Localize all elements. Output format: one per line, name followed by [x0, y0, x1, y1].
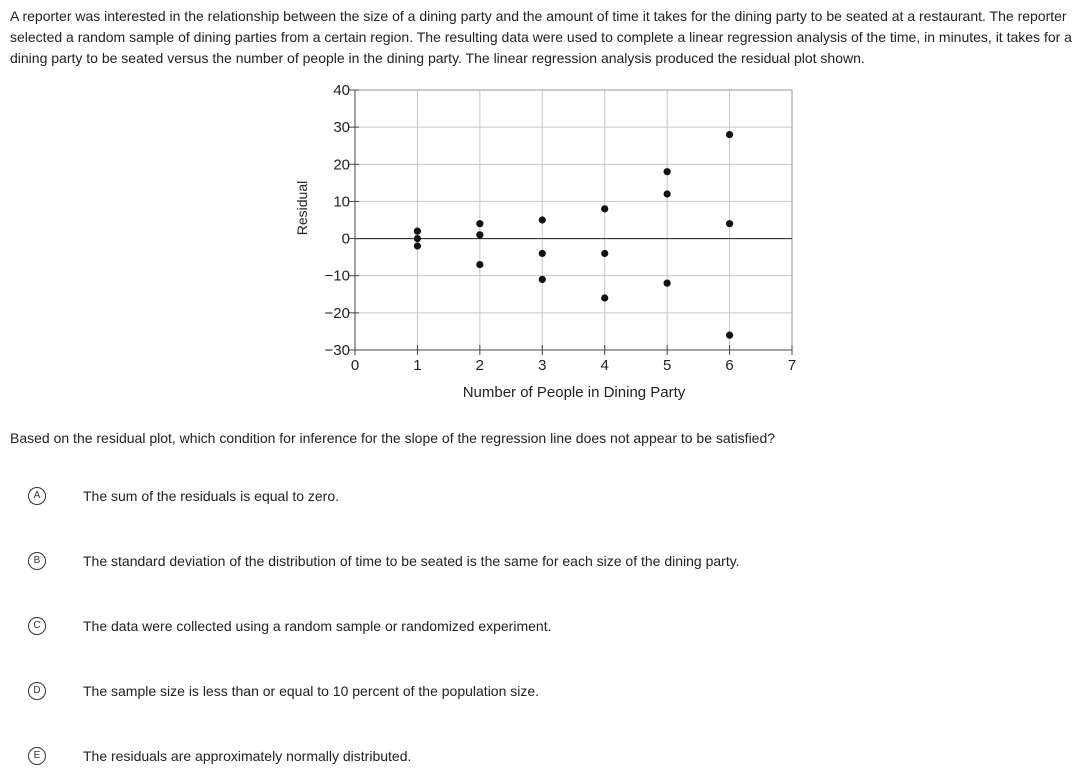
- data-point: [601, 250, 608, 257]
- data-point: [539, 216, 546, 223]
- x-tick-label: 5: [662, 357, 672, 374]
- x-tick-label: 2: [475, 357, 485, 374]
- choice-a-radio[interactable]: A: [28, 487, 46, 505]
- x-axis-label: Number of People in Dining Party: [462, 384, 686, 401]
- y-axis-ticks: [325, 82, 359, 359]
- y-tick-label: 10: [333, 193, 350, 211]
- choice-c-text: The data were collected using a random sample or randomized experiment.: [83, 618, 552, 634]
- data-point: [601, 294, 608, 301]
- y-tick-label: 0: [341, 230, 350, 248]
- y-tick-label: −20: [324, 304, 350, 322]
- data-point: [664, 168, 671, 175]
- data-point: [664, 280, 671, 287]
- data-point: [414, 242, 421, 249]
- x-tick-label: 7: [787, 357, 797, 374]
- y-tick-label: −10: [324, 267, 350, 285]
- choice-b-text: The standard deviation of the distribution of time to be seated is the same for each size of the dining party.: [83, 553, 740, 569]
- x-tick-label: 0: [350, 357, 360, 374]
- choice-b-radio[interactable]: B: [28, 552, 46, 570]
- choice-d[interactable]: [28, 682, 1068, 704]
- x-tick-label: 6: [725, 357, 734, 374]
- choice-d-text: The sample size is less than or equal to 10 percent of the population size.: [83, 683, 540, 699]
- y-tick-label: 40: [333, 82, 350, 99]
- data-point: [476, 231, 483, 238]
- choice-e[interactable]: [28, 747, 1068, 769]
- data-point: [414, 235, 421, 242]
- data-point: [539, 276, 546, 283]
- question-text: Based on the residual plot, which condition for inference for the slope of the regression line does not appear to be satisfied?: [10, 430, 776, 446]
- y-tick-label: 30: [333, 119, 350, 137]
- data-point: [664, 190, 671, 197]
- data-point: [539, 250, 546, 257]
- x-tick-label: 3: [538, 357, 547, 374]
- data-point: [726, 131, 733, 138]
- data-point: [476, 261, 483, 268]
- choice-a[interactable]: [28, 487, 1068, 509]
- choice-a-text: The sum of the residuals is equal to zero.: [83, 488, 340, 504]
- choice-d-radio[interactable]: D: [28, 682, 46, 700]
- plot-grid: [355, 90, 792, 350]
- choice-e-text: The residuals are approximately normally distributed.: [83, 748, 412, 764]
- data-points: [414, 131, 733, 339]
- intro-paragraph: A reporter was interested in the relationship between the size of a dining party and the amount of time it takes for the dining party to be seated at a restaurant. The reporter selected a random sample of dining parties from a certain region. The resulting data were used to complete a linear regression analysis of the time, in minutes, it takes for a dining party to be seated versus the number of people in the dining party. The linear regression analysis produced the residual plot shown.: [10, 8, 1072, 66]
- y-tick-label: −30: [324, 342, 350, 359]
- plot-border: [355, 90, 792, 350]
- data-point: [414, 228, 421, 235]
- choice-c[interactable]: [28, 617, 1068, 639]
- x-tick-label: 1: [413, 357, 422, 374]
- y-tick-label: 20: [333, 156, 350, 174]
- x-axis-ticks: [351, 345, 796, 374]
- data-point: [476, 220, 483, 227]
- choice-e-radio[interactable]: E: [28, 747, 46, 765]
- choice-c-radio[interactable]: C: [28, 617, 46, 635]
- data-point: [726, 220, 733, 227]
- choice-b[interactable]: [28, 552, 1068, 574]
- y-axis-label: Residual: [294, 180, 310, 236]
- data-point: [726, 332, 733, 339]
- data-point: [601, 205, 608, 212]
- x-tick-label: 4: [600, 357, 609, 374]
